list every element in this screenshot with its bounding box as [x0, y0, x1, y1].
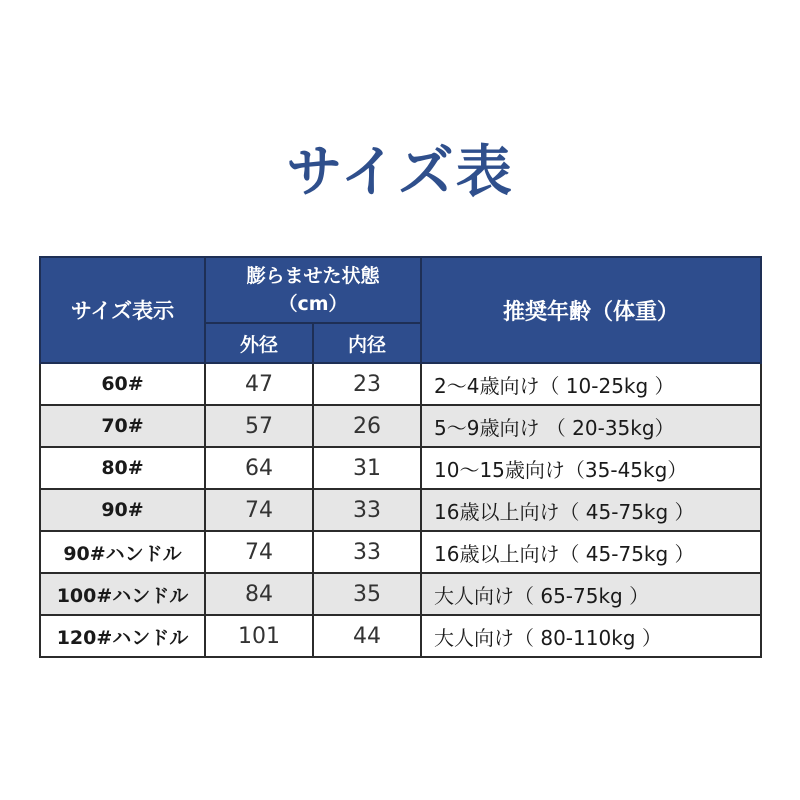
header-outer-diameter: 外径	[205, 323, 313, 363]
cell-outer: 57	[205, 405, 313, 447]
cell-age: 2～4歳向け（ 10-25kg ）	[421, 363, 761, 405]
header-recommended-age: 推奨年齢（体重）	[421, 257, 761, 363]
table-row	[40, 405, 761, 447]
table-row	[40, 447, 761, 489]
cell-inner: 31	[313, 447, 421, 489]
cell-age: 16歳以上向け（ 45-75kg ）	[421, 489, 761, 531]
header-inflated-state	[205, 257, 421, 323]
table-header-row	[40, 257, 761, 323]
cell-size: 100#ハンドル	[40, 573, 205, 615]
cell-inner: 35	[313, 573, 421, 615]
cell-inner: 23	[313, 363, 421, 405]
table-row	[40, 489, 761, 531]
cell-inner: 33	[313, 489, 421, 531]
cell-size: 60#	[40, 363, 205, 405]
cell-age: 5～9歳向け （ 20-35kg）	[421, 405, 761, 447]
cell-outer: 84	[205, 573, 313, 615]
cell-outer: 101	[205, 615, 313, 657]
cell-inner: 33	[313, 531, 421, 573]
cell-outer: 47	[205, 363, 313, 405]
cell-size: 80#	[40, 447, 205, 489]
table-row	[40, 615, 761, 657]
header-size-display: サイズ表示	[40, 257, 205, 363]
cell-outer: 74	[205, 489, 313, 531]
cell-age: 16歳以上向け（ 45-75kg ）	[421, 531, 761, 573]
table-row	[40, 531, 761, 573]
size-chart-table	[39, 256, 762, 658]
table-row	[40, 363, 761, 405]
header-inner-diameter: 内径	[313, 323, 421, 363]
cell-outer: 74	[205, 531, 313, 573]
header-inflated-label: 膨らませた状態	[246, 265, 380, 287]
header-inflated-unit: （cm）	[278, 293, 348, 315]
cell-size: 120#ハンドル	[40, 615, 205, 657]
cell-size: 90#ハンドル	[40, 531, 205, 573]
cell-age: 大人向け（ 80-110kg ）	[421, 615, 761, 657]
cell-age: 10～15歳向け（35-45kg）	[421, 447, 761, 489]
table-row	[40, 573, 761, 615]
page-title: サイズ表	[286, 140, 514, 205]
cell-inner: 44	[313, 615, 421, 657]
cell-age: 大人向け（ 65-75kg ）	[421, 573, 761, 615]
cell-size: 90#	[40, 489, 205, 531]
cell-inner: 26	[313, 405, 421, 447]
cell-outer: 64	[205, 447, 313, 489]
cell-size: 70#	[40, 405, 205, 447]
